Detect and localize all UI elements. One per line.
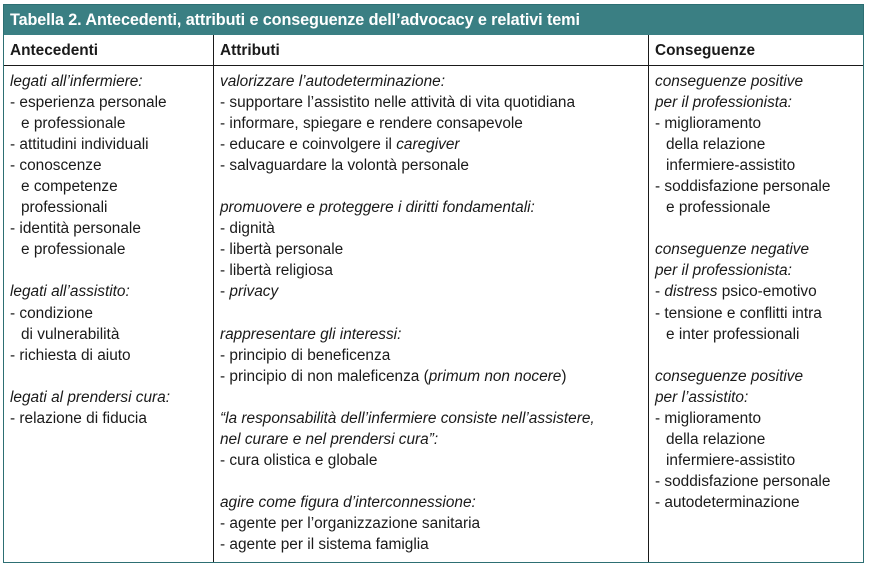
list-item: e professionale [21, 115, 126, 133]
section-heading: rappresentare gli interessi: [220, 325, 402, 343]
list-item: - agente per il sistema famiglia [220, 536, 429, 554]
section-heading: legati al prendersi cura: [10, 388, 170, 406]
section-heading: conseguenze positive [655, 367, 804, 385]
list-item: - soddisfazione personale [655, 472, 831, 490]
list-item: - agente per l’organizzazione sanitaria [220, 514, 481, 532]
list-item: e competenze [21, 178, 118, 196]
list-item: - miglioramento [655, 115, 762, 133]
text-run: primum non nocere [428, 367, 562, 385]
section-heading: per il professionista: [655, 94, 792, 112]
text-run: psico-emotivo [717, 283, 817, 301]
list-item: - conoscenze [10, 157, 102, 175]
header-antecedenti: Antecedenti [4, 35, 214, 66]
list-item: - miglioramento [655, 409, 762, 427]
section-heading: conseguenze negative [655, 241, 810, 259]
list-item [655, 281, 863, 302]
text-run: privacy [229, 283, 279, 301]
spacer [655, 345, 863, 366]
text-run: distress [664, 283, 718, 301]
section-heading: conseguenze positive [655, 73, 804, 90]
list-item: - dignità [220, 220, 275, 238]
section-heading: agire come figura d’interconnessione: [220, 493, 476, 511]
list-item: - salvaguardare la volontà personale [220, 157, 469, 175]
list-item: - esperienza personale [10, 94, 167, 112]
text-run: ) [561, 367, 567, 385]
section-heading: valorizzare l’autodeterminazione: [220, 73, 445, 90]
spacer [220, 176, 649, 197]
list-item: e professionale [21, 241, 126, 259]
section-heading: per il professionista: [655, 262, 792, 280]
list-item: - richiesta di aiuto [10, 346, 131, 364]
list-item: - supportare l’assistito nelle attività di vita quotidiana [220, 94, 576, 112]
header-attributi: Attributi [214, 35, 649, 66]
list-item: - libertà personale [220, 241, 344, 259]
text-run: caregiver [396, 136, 460, 154]
header-conseguenze: Conseguenze [649, 35, 863, 66]
table-frame [3, 4, 864, 563]
list-item: della relazione [666, 136, 766, 154]
spacer [220, 303, 649, 324]
section-heading: “la responsabilità dell’infermiere consiste nell’assistere, [220, 409, 595, 427]
list-item: - cura olistica e globale [220, 451, 378, 469]
list-item: - informare, spiegare e rendere consapevole [220, 115, 523, 133]
table-title: Tabella 2. Antecedenti, attributi e conseguenze dell’advocacy e relativi temi [4, 5, 863, 35]
list-item: - principio di beneficenza [220, 346, 391, 364]
list-item: della relazione [666, 430, 766, 448]
list-item [220, 281, 649, 302]
section-heading: promuovere e proteggere i diritti fondamentali: [220, 199, 535, 217]
list-item: - identità personale [10, 220, 141, 238]
spacer [220, 471, 649, 492]
column-conseguenze [649, 66, 863, 562]
text-run: - [655, 283, 665, 301]
list-item: infermiere-assistito [666, 157, 796, 175]
section-heading: per l’assistito: [655, 388, 749, 406]
section-heading: legati all’infermiere: [10, 73, 143, 90]
spacer [655, 218, 863, 239]
list-item [220, 366, 649, 387]
list-item: infermiere-assistito [666, 451, 796, 469]
list-item: - attitudini individuali [10, 136, 149, 154]
list-item: - tensione e conflitti intra [655, 304, 822, 322]
spacer [10, 366, 214, 387]
spacer [10, 260, 214, 281]
text-run: - [220, 283, 230, 301]
column-attributi [214, 66, 649, 562]
text-run: - principio di non maleficenza ( [220, 367, 429, 385]
list-item: professionali [21, 199, 108, 217]
list-item: - relazione di fiducia [10, 409, 147, 427]
list-item: di vulnerabilità [21, 325, 120, 343]
list-item: - condizione [10, 304, 93, 322]
text-run: - educare e coinvolgere il [220, 136, 397, 154]
list-item: - autodeterminazione [655, 493, 800, 511]
section-heading: nel curare e nel prendersi cura”: [220, 430, 439, 448]
list-item [220, 134, 649, 155]
list-item: e professionale [666, 199, 771, 217]
list-item: e inter professionali [666, 325, 800, 343]
list-item: - libertà religiosa [220, 262, 333, 280]
column-antecedenti [4, 66, 214, 562]
list-item: - soddisfazione personale [655, 178, 831, 196]
section-heading: legati all’assistito: [10, 283, 130, 301]
spacer [220, 387, 649, 408]
